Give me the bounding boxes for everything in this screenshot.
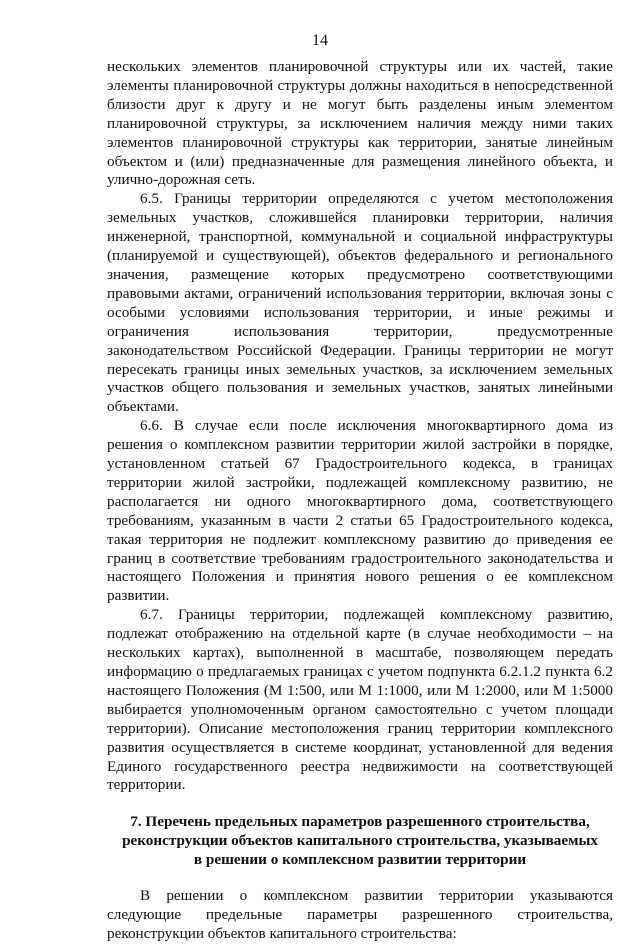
section-title-line-1: 7. Перечень предельных параметров разрешенного строительства, [130, 813, 590, 831]
section-title [107, 812, 613, 869]
section-title-line-2: реконструкции объектов капитального строительства, указываемых [122, 832, 598, 850]
paragraph-section-7-intro: В решении о комплексном развитии территории указываются следующие предельные параметры разрешенного строительства, реконструкции объектов капитального строительства: [107, 887, 613, 943]
page-number: 14 [312, 32, 328, 49]
paragraph-6-6: 6.6. В случае если после исключения многоквартирного дома из решения о комплексном развитии территории жилой застройки в порядке, установленном статьей 67 Градостроительного кодекса, в границах территории жилой застройки, подлежащей комплексному развитию, не располагается ни одного многоквартирного дома, соответствующего требованиям, указанным в части 2 статьи 65 Градостроительного кодекса, такая территория не подлежит комплексному развитию до приведения ее границ в соответствие требованиям градостроительного законодательства и настоящего Положения и принятия нового решения о ее комплексном развитии. [107, 417, 613, 605]
paragraph-6-5: 6.5. Границы территории определяются с учетом местоположения земельных участков, сложившейся планировки территории, наличия инженерной, транспортной, коммунальной и социальной инфраструктуры (планируемой и существующей), объектов федерального и регионального значения, размещение которых предусмотрено соответствующими правовыми актами, ограничений использования территории, включая зоны с особыми условиями использования территории, и иные режимы и ограничения использования территории, предусмотренные законодательством Российской Федерации. Границы территории не могут пересекать границы иных земельных участков, за исключением земельных участков общего пользования и земельных участков, занятых линейными объектами. [107, 190, 613, 416]
paragraph-continuation: нескольких элементов планировочной структуры или их частей, такие элементы планировочной структуры должны находиться в непосредственной близости друг к другу и не могут быть разделены иным элементом планировочной структуры, за исключением наличия между ними таких элементов планировочной структуры как территории, занятые линейным объектом и (или) предназначенные для размещения линейного объекта, и улично-дорожная сеть. [107, 58, 613, 189]
paragraph-6-7: 6.7. Границы территории, подлежащей комплексному развитию, подлежат отображению на отдельной карте (в случае необходимости – на нескольких картах), выполненной в масштабе, позволяющем передать информацию о предлагаемых границах с учетом подпункта 6.2.1.2 пункта 6.2 настоящего Положения (М 1:500, или М 1:1000, или М 1:2000, или М 1:5000 выбирается уполномоченным органом самостоятельно с учетом площади территории). Описание местоположения границ территории комплексного развития осуществляется в системе координат, установленной для ведения Единого государственного реестра недвижимости на соответствующей территории. [107, 606, 613, 794]
section-title-line-3: в решении о комплексном развитии территории [193, 851, 527, 869]
document-body [107, 58, 613, 944]
